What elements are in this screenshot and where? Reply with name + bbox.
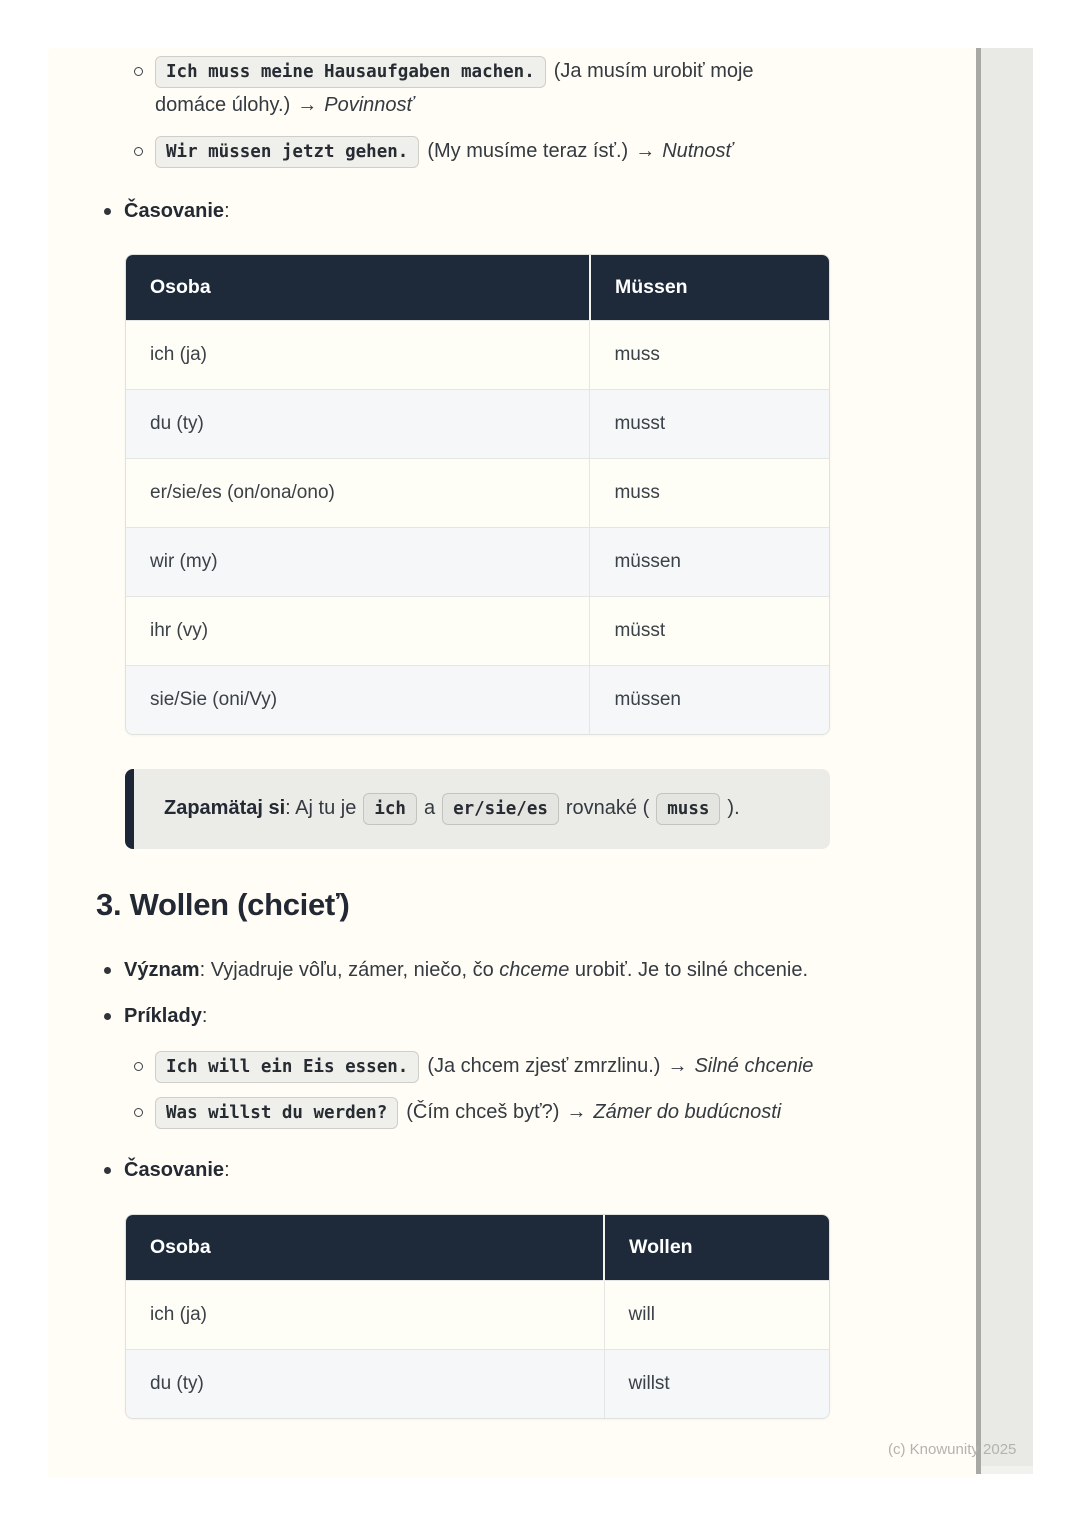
conjugation-label: Časovanie [124,1159,225,1181]
tag-text: Nutnosť [662,140,733,162]
table-cell: müsst [590,596,829,665]
note-text: ). [727,797,740,819]
document-page [48,48,976,1478]
table-cell: muss [590,320,829,389]
muessen-conjugation-table [125,254,830,735]
note-callout [125,769,830,849]
list-item-content [155,1095,830,1129]
arrow-right-icon: → [667,1055,688,1077]
table-row [126,320,829,389]
table-row [126,596,829,665]
arrow-right-icon: → [297,94,318,116]
table-cell: wir (my) [126,527,590,596]
table-cell: muss [590,458,829,527]
table-header-row [126,255,829,320]
meaning-italic-word: chceme [499,959,570,981]
list-item-content [155,54,830,122]
scrollbar-track[interactable] [976,48,1033,1474]
table-body [126,1280,829,1418]
table-row [126,527,829,596]
table-header-cell: Wollen [604,1215,829,1280]
table-header-cell: Müssen [590,255,829,320]
tag-text: Povinnosť [324,94,414,116]
translation-text: (Ja musím urobiť moje domáce úlohy.) [155,60,754,116]
table-header [126,255,829,320]
meaning-text: urobiť. Je to silné chcenie. [569,959,809,981]
colon: : [224,1159,230,1181]
note-text: rovnaké ( [565,797,650,819]
code-chip: Was willst du werden? [155,1097,398,1129]
wollen-conjugation-table [125,1214,830,1419]
translation-text: (Čím chceš byť?) [406,1101,560,1123]
circle-bullet-icon [133,134,155,168]
disc-bullet-icon [96,194,124,228]
circle-bullet-icon [133,1049,155,1083]
table-cell: ihr (vy) [126,596,590,665]
table-cell: will [604,1280,829,1349]
disc-bullet-icon [96,1153,124,1187]
table-cell: müssen [590,665,829,734]
table-row [126,389,829,458]
colon: : [224,200,230,222]
code-chip: Ich will ein Eis essen. [155,1051,419,1083]
code-chip: er/sie/es [442,793,559,825]
table-row [126,1280,829,1349]
list-item-conjugation-label [96,1153,830,1187]
table-cell: ich (ja) [126,320,590,389]
circle-bullet-icon [133,54,155,88]
colon: : [201,1005,208,1027]
watermark: (c) Knowunity 2025 [888,1441,1017,1458]
table-body [126,320,829,734]
code-chip: ich [363,793,417,825]
disc-bullet-icon [96,953,124,987]
list-item-content [155,134,830,168]
meaning-text: : Vyjadruje vôľu, zámer, niečo, čo [199,959,500,981]
disc-bullet-icon [96,999,124,1033]
table-header-cell: Osoba [126,1215,604,1280]
arrow-right-icon: → [566,1101,587,1123]
list-item-example-muessen-1 [133,54,830,122]
list-item-content [155,1049,830,1083]
circle-bullet-icon [133,1095,155,1129]
section-heading-wollen: 3. Wollen (chcieť) [96,887,350,922]
table-row [126,1349,829,1418]
code-chip: Ich muss meine Hausaufgaben machen. [155,56,546,88]
table-row [126,665,829,734]
table-cell: willst [604,1349,829,1418]
list-item-conjugation-label [96,194,830,228]
list-item-content [124,999,830,1033]
arrow-right-icon: → [635,140,656,162]
note-text: : Aj tu je [285,797,357,819]
conjugation-label: Časovanie [124,200,225,222]
list-item-examples-label [96,999,830,1033]
table-cell: müssen [590,527,829,596]
table-header-cell: Osoba [126,255,590,320]
note-label: Zapamätaj si [164,797,286,819]
meaning-label: Význam [124,959,200,981]
translation-text: (My musíme teraz ísť.) [427,140,629,162]
note-text: a [423,797,436,819]
list-item-example-wollen-2 [133,1095,830,1129]
table-cell: ich (ja) [126,1280,604,1349]
list-item-example-muessen-2 [133,134,830,168]
table-cell: du (ty) [126,389,590,458]
table-row [126,458,829,527]
tag-text: Silné chcenie [694,1055,814,1077]
tag-text: Zámer do budúcnosti [593,1101,782,1123]
table-cell: du (ty) [126,1349,604,1418]
table-header [126,1215,829,1280]
code-chip: muss [656,793,720,825]
list-item-content [124,194,830,228]
table-cell: musst [590,389,829,458]
table-cell: er/sie/es (on/ona/ono) [126,458,590,527]
table-cell: sie/Sie (oni/Vy) [126,665,590,734]
list-item-content [124,1153,830,1187]
examples-label: Príklady [124,1005,202,1027]
table-header-row [126,1215,829,1280]
translation-text: (Ja chcem zjesť zmrzlinu.) [427,1055,661,1077]
list-item-meaning [96,953,830,987]
code-chip: Wir müssen jetzt gehen. [155,136,419,168]
list-item-content [124,953,830,987]
list-item-example-wollen-1 [133,1049,830,1083]
